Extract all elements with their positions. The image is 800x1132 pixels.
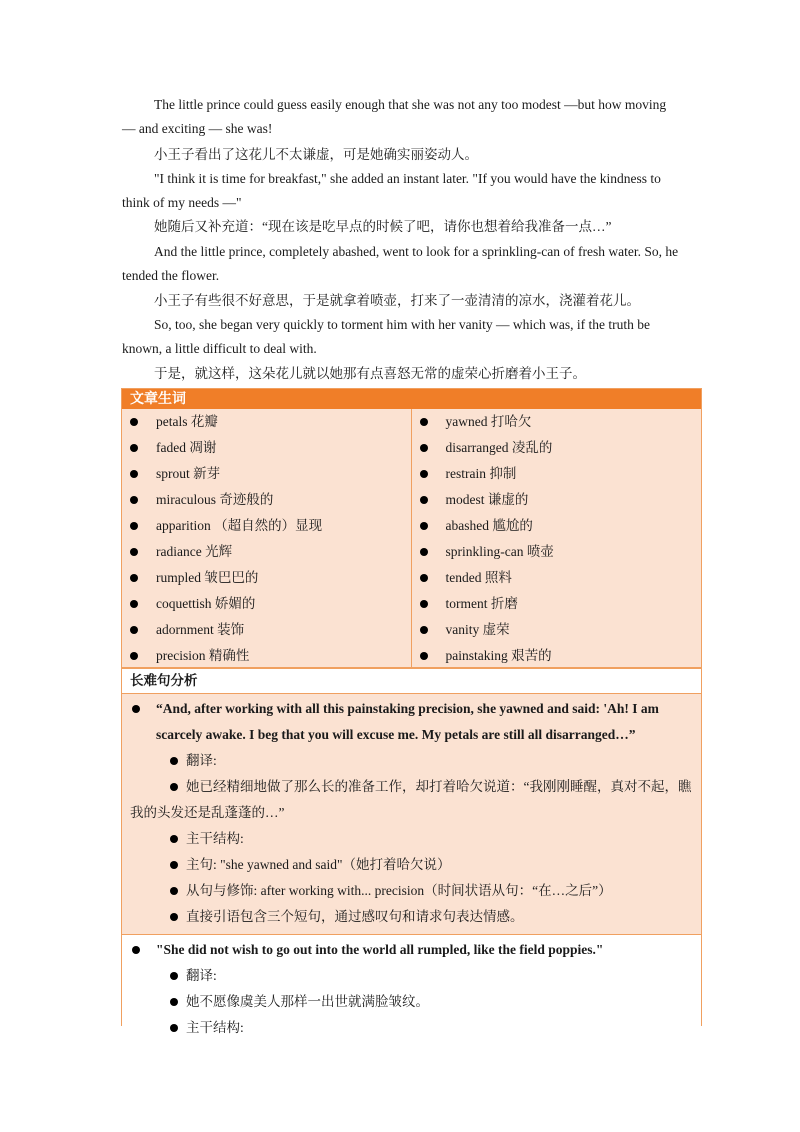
analysis-title: 长难句分析 [122,669,701,694]
bullet-icon [170,998,178,1006]
bullet-icon [130,574,138,582]
vocab-item: modest 谦虚的 [412,487,702,513]
vocab-item: torment 折磨 [412,591,702,617]
sentence-text: “And, after working with all this painstaking precision, she yawned and said: 'Ah! I am scarcely awake. I beg that you will excuse me. My petals are still all disarranged…” [130,696,693,748]
vocab-right-column [412,409,702,667]
analysis-item: 直接引语包含三个短句，通过感叹句和请求句表达情感。 [130,904,693,930]
bullet-icon [420,626,428,634]
bullet-icon [420,652,428,660]
analysis-item: 她已经精细地做了那么长的准备工作，却打着哈欠说道：“我刚刚睡醒，真对不起，瞧我的头发还是乱蓬蓬的…” [130,779,692,820]
bullet-icon [170,887,178,895]
paragraph-en-4: So, too, she began very quickly to torment him with her vanity — which was, if the truth be known, a little difficult to deal with. [122,317,651,356]
vocab-item: petals 花瓣 [122,409,411,435]
analysis-sentence-1 [122,694,701,935]
vocab-item: radiance 光辉 [122,539,411,565]
bullet-icon [420,574,428,582]
vocab-item: rumpled 皱巴巴的 [122,565,411,591]
vocab-item: abashed 尴尬的 [412,513,702,539]
bullet-icon [130,548,138,556]
bullet-icon [420,444,428,452]
analysis-item: 主干结构: [130,1015,693,1041]
analysis-item: 翻译: [130,963,693,989]
paragraph-zh-4: 于是，就这样，这朵花儿就以她那有点喜怒无常的虚荣心折磨着小王子。 [154,366,586,381]
bullet-icon [170,1024,178,1032]
vocab-item: precision 精确性 [122,643,411,669]
bullet-icon [170,861,178,869]
analysis-sentence-2 [122,935,701,1045]
vocab-item: faded 凋谢 [122,435,411,461]
vocab-item: yawned 打哈欠 [412,409,702,435]
vocab-item: sprinkling-can 喷壶 [412,539,702,565]
paragraph-zh-3: 小王子有些很不好意思，于是就拿着喷壶，打来了一壶清清的凉水，浇灌着花儿。 [154,293,640,308]
bullet-icon [130,626,138,634]
bullet-icon [420,600,428,608]
sentence-analysis-table [121,668,702,1035]
bullet-icon [130,652,138,660]
bullet-icon [170,757,178,765]
vocab-item: painstaking 艰苦的 [412,643,702,669]
analysis-item: 翻译: [130,748,693,774]
bullet-icon [170,783,178,791]
vocab-left-column [122,409,412,667]
bullet-icon [420,470,428,478]
vocab-title: 文章生词 [122,389,701,409]
vocab-item: tended 照料 [412,565,702,591]
vocab-item: sprout 新芽 [122,461,411,487]
bullet-icon [130,496,138,504]
vocab-item: vanity 虚荣 [412,617,702,643]
paragraph-zh-2: 她随后又补充道：“现在该是吃早点的时候了吧，请你也想着给我准备一点…” [154,219,612,234]
sentence-text: "She did not wish to go out into the world all rumpled, like the field poppies." [130,937,693,963]
analysis-item: 从句与修饰: after working with... precision（时间状语从句：“在…之后”） [130,878,693,904]
bullet-icon [170,835,178,843]
analysis-item: 主句: "she yawned and said"（她打着哈欠说） [130,852,693,878]
paragraph-zh-1: 小王子看出了这花儿不太谦虚，可是她确实丽姿动人。 [154,147,478,162]
analysis-item: 她不愿像虞美人那样一出世就满脸皱纹。 [130,989,693,1015]
vocab-item: apparition （超自然的）显现 [122,513,411,539]
vocab-item: adornment 装饰 [122,617,411,643]
vocab-item: disarranged 凌乱的 [412,435,702,461]
bullet-icon [130,522,138,530]
vocab-item: miraculous 奇迹般的 [122,487,411,513]
vocab-table [121,388,702,668]
vocab-item: restrain 抑制 [412,461,702,487]
bullet-icon [420,522,428,530]
bullet-icon [420,496,428,504]
bullet-icon [130,600,138,608]
bullet-icon [420,418,428,426]
bullet-icon [420,548,428,556]
bullet-icon [130,444,138,452]
bullet-icon [132,705,140,713]
bullet-icon [170,913,178,921]
bullet-icon [130,418,138,426]
vocab-item: coquettish 娇媚的 [122,591,411,617]
paragraph-en-2: "I think it is time for breakfast," she added an instant later. "If you would have the kindness to think of my needs —" [122,171,661,210]
paragraph-en-1: The little prince could guess easily enough that she was not any too modest —but how moving — and exciting — she was! [122,97,667,136]
bullet-icon [170,972,178,980]
bullet-icon [132,946,140,954]
bullet-icon [130,470,138,478]
analysis-item: 主干结构: [130,826,693,852]
paragraph-en-3: And the little prince, completely abashed, went to look for a sprinkling-can of fresh water. So, he tended the flower. [122,244,679,283]
